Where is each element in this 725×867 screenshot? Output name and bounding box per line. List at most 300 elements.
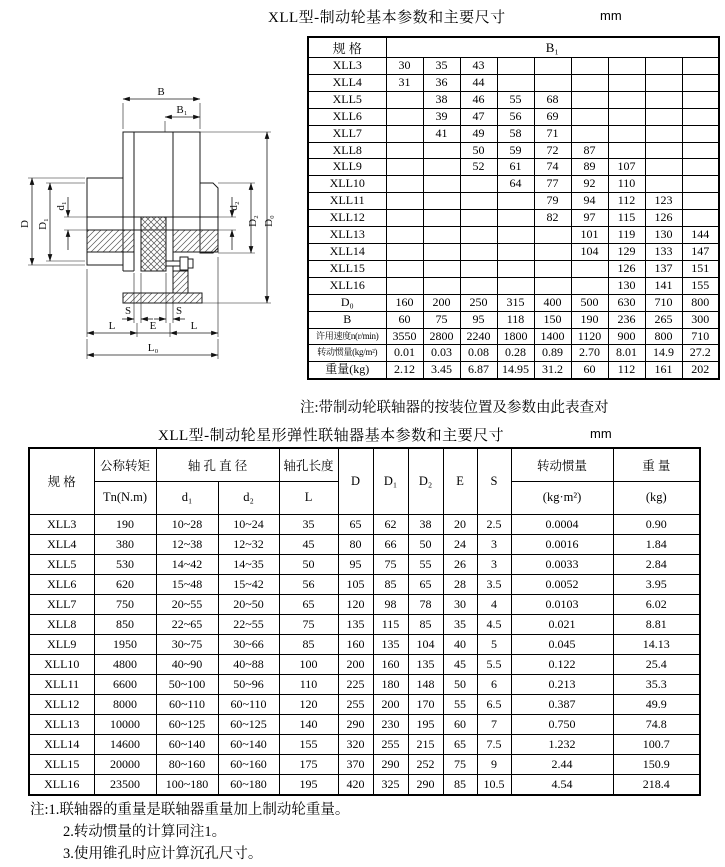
table-cell: 0.045 bbox=[511, 634, 613, 654]
table-cell: 82 bbox=[534, 210, 571, 227]
table-cell: 60 bbox=[386, 311, 423, 328]
table-cell: 45 bbox=[279, 534, 338, 554]
table-cell: 2.84 bbox=[613, 554, 700, 574]
table-cell: 4.54 bbox=[511, 774, 613, 795]
table-cell: 147 bbox=[682, 243, 719, 260]
table-cell: XLL13 bbox=[308, 227, 386, 244]
table-cell: 35 bbox=[279, 514, 338, 534]
table-cell: 89 bbox=[571, 159, 608, 176]
table2-unit-label: mm bbox=[590, 426, 612, 441]
table-cell: 110 bbox=[608, 176, 645, 193]
table-cell: 530 bbox=[94, 554, 156, 574]
table-cell bbox=[423, 243, 460, 260]
table-cell: 218.4 bbox=[613, 774, 700, 795]
table1-note: 注:带制动轮联轴器的按装位置及参数由此表查对 bbox=[300, 400, 609, 416]
table-cell bbox=[534, 58, 571, 75]
inertia-column-header: 转动惯量 bbox=[511, 448, 613, 481]
table-row bbox=[29, 734, 700, 754]
dim-label-D0: D₀ bbox=[263, 215, 275, 227]
table-row bbox=[308, 362, 719, 379]
table-cell: 105 bbox=[338, 574, 373, 594]
table1-unit-label: mm bbox=[600, 8, 622, 23]
table-row bbox=[308, 345, 719, 362]
footnote-2: 2.转动惯量的计算同注1。 bbox=[63, 824, 227, 840]
table-cell: 4 bbox=[477, 594, 511, 614]
table-cell: 3 bbox=[477, 554, 511, 574]
table-cell: 325 bbox=[373, 774, 408, 795]
table-cell: XLL16 bbox=[29, 774, 94, 795]
table-cell: 59 bbox=[497, 142, 534, 159]
table-row bbox=[29, 654, 700, 674]
table-cell bbox=[386, 193, 423, 210]
table-cell: 2.70 bbox=[571, 345, 608, 362]
table-cell: 65 bbox=[279, 594, 338, 614]
table-cell bbox=[682, 74, 719, 91]
table-cell: 300 bbox=[682, 311, 719, 328]
table-cell: 2.44 bbox=[511, 754, 613, 774]
table-cell: 75 bbox=[373, 554, 408, 574]
table-cell bbox=[682, 91, 719, 108]
table-header-row bbox=[29, 448, 700, 481]
table-cell: 110 bbox=[279, 674, 338, 694]
table-cell: 60~125 bbox=[218, 714, 279, 734]
table-cell: 0.03 bbox=[423, 345, 460, 362]
table-cell bbox=[608, 58, 645, 75]
brake-wheel-table bbox=[307, 36, 720, 380]
table-cell: 31 bbox=[386, 74, 423, 91]
table-cell: 0.0103 bbox=[511, 594, 613, 614]
table-cell: 290 bbox=[338, 714, 373, 734]
D1-column-header: D₁ bbox=[373, 448, 408, 514]
table-cell bbox=[645, 125, 682, 142]
torque-unit-header: Tn(N.m) bbox=[94, 481, 156, 514]
table-row bbox=[308, 91, 719, 108]
table-cell: 62 bbox=[373, 514, 408, 534]
table-cell: 120 bbox=[279, 694, 338, 714]
table-cell: 252 bbox=[408, 754, 443, 774]
table-cell: 56 bbox=[497, 108, 534, 125]
table-row bbox=[29, 534, 700, 554]
table-row bbox=[29, 694, 700, 714]
table-cell: 1400 bbox=[534, 328, 571, 345]
table-cell: 44 bbox=[460, 74, 497, 91]
table-cell: 50 bbox=[460, 142, 497, 159]
table-cell: 97 bbox=[571, 210, 608, 227]
table-cell: XLL8 bbox=[29, 614, 94, 634]
D2-column-header: D₂ bbox=[408, 448, 443, 514]
table-cell bbox=[571, 260, 608, 277]
table-cell bbox=[682, 210, 719, 227]
table-cell: 60~110 bbox=[156, 694, 218, 714]
table-cell: 0.89 bbox=[534, 345, 571, 362]
table-cell: 0.0004 bbox=[511, 514, 613, 534]
table-cell: 7 bbox=[477, 714, 511, 734]
table-cell: 74.8 bbox=[613, 714, 700, 734]
table-cell: 1.232 bbox=[511, 734, 613, 754]
table-row bbox=[29, 714, 700, 734]
table-cell: 2.12 bbox=[386, 362, 423, 379]
table-cell: 55 bbox=[497, 91, 534, 108]
table-cell: 40~90 bbox=[156, 654, 218, 674]
table-cell: 0.213 bbox=[511, 674, 613, 694]
table-cell bbox=[386, 142, 423, 159]
table-row bbox=[308, 74, 719, 91]
table-cell: 119 bbox=[608, 227, 645, 244]
table-cell bbox=[386, 176, 423, 193]
bolt-head bbox=[188, 259, 193, 268]
table-cell: 129 bbox=[608, 243, 645, 260]
table-cell: 130 bbox=[645, 227, 682, 244]
table-cell: XLL14 bbox=[308, 243, 386, 260]
table-cell: XLL11 bbox=[29, 674, 94, 694]
table-cell: 72 bbox=[534, 142, 571, 159]
bore-length-header: 轴孔长度 bbox=[279, 448, 338, 481]
table-cell bbox=[571, 277, 608, 294]
table-cell: 95 bbox=[338, 554, 373, 574]
table-cell: 80 bbox=[338, 534, 373, 554]
table-cell: 265 bbox=[645, 311, 682, 328]
table-cell: 137 bbox=[645, 260, 682, 277]
table-cell bbox=[460, 243, 497, 260]
dim-label-D2: D₂ bbox=[247, 215, 259, 227]
table-cell: 6.5 bbox=[477, 694, 511, 714]
table-cell bbox=[423, 176, 460, 193]
table-cell: 3.45 bbox=[423, 362, 460, 379]
table-cell: 215 bbox=[408, 734, 443, 754]
table-cell: 133 bbox=[645, 243, 682, 260]
table-cell: 22~55 bbox=[218, 614, 279, 634]
table-cell: 66 bbox=[373, 534, 408, 554]
table-cell bbox=[682, 176, 719, 193]
table-cell: XLL10 bbox=[308, 176, 386, 193]
table-cell: 47 bbox=[460, 108, 497, 125]
dim-label-D: D bbox=[19, 220, 31, 228]
table-cell: 118 bbox=[497, 311, 534, 328]
table-cell: 23500 bbox=[94, 774, 156, 795]
table-cell: 170 bbox=[408, 694, 443, 714]
table-cell: 195 bbox=[279, 774, 338, 795]
table-cell bbox=[645, 108, 682, 125]
d1-column-header: d₁ bbox=[156, 481, 218, 514]
table-cell: 50 bbox=[408, 534, 443, 554]
table-cell: 20~50 bbox=[218, 594, 279, 614]
table-row bbox=[29, 634, 700, 654]
table-cell: 22~65 bbox=[156, 614, 218, 634]
table-cell: XLL4 bbox=[308, 74, 386, 91]
table-cell: 50~100 bbox=[156, 674, 218, 694]
table-cell: 28 bbox=[443, 574, 477, 594]
table-cell: 420 bbox=[338, 774, 373, 795]
table-cell: 160 bbox=[373, 654, 408, 674]
table-cell: 39 bbox=[423, 108, 460, 125]
table-cell: XLL5 bbox=[308, 91, 386, 108]
table-cell: 0.0033 bbox=[511, 554, 613, 574]
table-cell: 7.5 bbox=[477, 734, 511, 754]
table-cell: XLL6 bbox=[29, 574, 94, 594]
weight-unit-header: (kg) bbox=[613, 481, 700, 514]
table-cell: 290 bbox=[373, 754, 408, 774]
table-cell: 6.02 bbox=[613, 594, 700, 614]
table-cell bbox=[645, 176, 682, 193]
table-cell: XLL15 bbox=[29, 754, 94, 774]
table-cell bbox=[386, 243, 423, 260]
bore-diameter-header: 轴 孔 直 径 bbox=[156, 448, 279, 481]
table-cell: 14~35 bbox=[218, 554, 279, 574]
table-cell: 315 bbox=[497, 294, 534, 311]
table-cell bbox=[423, 142, 460, 159]
table-cell: 370 bbox=[338, 754, 373, 774]
table-cell bbox=[608, 91, 645, 108]
table-cell: 0.021 bbox=[511, 614, 613, 634]
table-cell: 115 bbox=[608, 210, 645, 227]
table-cell: 41 bbox=[423, 125, 460, 142]
table-cell: 180 bbox=[373, 674, 408, 694]
table-cell bbox=[497, 243, 534, 260]
table-cell: 135 bbox=[408, 654, 443, 674]
table-cell bbox=[682, 193, 719, 210]
table-cell: 255 bbox=[338, 694, 373, 714]
table-cell: 160 bbox=[338, 634, 373, 654]
table-cell: 24 bbox=[443, 534, 477, 554]
table-cell: 转动惯量(kg/m²) bbox=[308, 345, 386, 362]
dim-label-D1: D₁ bbox=[37, 218, 49, 230]
table-cell: 850 bbox=[94, 614, 156, 634]
table2-title: XLL型-制动轮星形弹性联轴器基本参数和主要尺寸 bbox=[158, 428, 505, 444]
table-cell: 85 bbox=[443, 774, 477, 795]
table-cell: 3.5 bbox=[477, 574, 511, 594]
table-cell: 120 bbox=[338, 594, 373, 614]
brake-wheel-web bbox=[173, 271, 188, 293]
table-cell: 14.9 bbox=[645, 345, 682, 362]
table-cell bbox=[497, 74, 534, 91]
table-cell: 60~160 bbox=[218, 754, 279, 774]
table-cell: 12~38 bbox=[156, 534, 218, 554]
table-cell: 200 bbox=[338, 654, 373, 674]
table-cell bbox=[608, 142, 645, 159]
table-cell: 60~125 bbox=[156, 714, 218, 734]
table-cell: 55 bbox=[408, 554, 443, 574]
table-cell: 60~110 bbox=[218, 694, 279, 714]
table-cell: 60~140 bbox=[218, 734, 279, 754]
table-cell: XLL7 bbox=[29, 594, 94, 614]
table-cell: 15~42 bbox=[218, 574, 279, 594]
table-cell bbox=[386, 108, 423, 125]
table-cell bbox=[460, 176, 497, 193]
table-row bbox=[29, 514, 700, 534]
table-row bbox=[308, 210, 719, 227]
table-cell bbox=[571, 108, 608, 125]
table-cell bbox=[571, 58, 608, 75]
table-cell: 64 bbox=[497, 176, 534, 193]
left-hub-section bbox=[87, 230, 134, 252]
table-cell: 6 bbox=[477, 674, 511, 694]
table-cell: 65 bbox=[443, 734, 477, 754]
table-cell: 55 bbox=[443, 694, 477, 714]
table-cell: 65 bbox=[338, 514, 373, 534]
table-cell bbox=[534, 227, 571, 244]
table-cell: 50~96 bbox=[218, 674, 279, 694]
table-cell: 38 bbox=[408, 514, 443, 534]
table-cell bbox=[460, 227, 497, 244]
inertia-unit-header: (kg·m²) bbox=[511, 481, 613, 514]
table-cell: 155 bbox=[279, 734, 338, 754]
table-cell bbox=[497, 58, 534, 75]
table-cell: 31.2 bbox=[534, 362, 571, 379]
table-cell: 230 bbox=[373, 714, 408, 734]
table-cell bbox=[534, 74, 571, 91]
table-cell: 6.87 bbox=[460, 362, 497, 379]
table-cell: 60~140 bbox=[156, 734, 218, 754]
table-cell: 14.95 bbox=[497, 362, 534, 379]
dim-label-S-left: S bbox=[124, 305, 132, 317]
table-cell: 69 bbox=[534, 108, 571, 125]
table-cell: 56 bbox=[279, 574, 338, 594]
table-cell: 38 bbox=[423, 91, 460, 108]
spec-column-header: 规 格 bbox=[29, 448, 94, 514]
table-cell: 3.95 bbox=[613, 574, 700, 594]
E-column-header: E bbox=[443, 448, 477, 514]
table-cell bbox=[386, 125, 423, 142]
d2-column-header: d₂ bbox=[218, 481, 279, 514]
table-cell: XLL6 bbox=[308, 108, 386, 125]
table-cell bbox=[534, 243, 571, 260]
table-cell: 0.387 bbox=[511, 694, 613, 714]
table-cell bbox=[571, 125, 608, 142]
table-cell: 200 bbox=[373, 694, 408, 714]
table-cell bbox=[497, 260, 534, 277]
table-cell: 5 bbox=[477, 634, 511, 654]
footnote-3: 3.使用锥孔时应计算沉孔尺寸。 bbox=[63, 846, 263, 862]
table-cell: XLL14 bbox=[29, 734, 94, 754]
table-cell: XLL12 bbox=[29, 694, 94, 714]
table-cell: 85 bbox=[408, 614, 443, 634]
table-cell: 225 bbox=[338, 674, 373, 694]
table-cell: 900 bbox=[608, 328, 645, 345]
table-cell: 2800 bbox=[423, 328, 460, 345]
table-cell: 26 bbox=[443, 554, 477, 574]
table-cell bbox=[497, 193, 534, 210]
table-cell: 0.28 bbox=[497, 345, 534, 362]
table-row bbox=[308, 193, 719, 210]
table-cell: 8000 bbox=[94, 694, 156, 714]
table-cell: 25.4 bbox=[613, 654, 700, 674]
table-cell: 620 bbox=[94, 574, 156, 594]
table-cell: 4800 bbox=[94, 654, 156, 674]
table-row bbox=[308, 142, 719, 159]
table-cell: 98 bbox=[373, 594, 408, 614]
table-cell: 400 bbox=[534, 294, 571, 311]
table-cell: 107 bbox=[608, 159, 645, 176]
table-cell bbox=[571, 74, 608, 91]
table-cell: D₀ bbox=[308, 294, 386, 311]
table-cell bbox=[645, 159, 682, 176]
table-row bbox=[29, 774, 700, 795]
table-cell: 92 bbox=[571, 176, 608, 193]
table-cell: 35.3 bbox=[613, 674, 700, 694]
table-cell bbox=[497, 210, 534, 227]
table-cell bbox=[423, 159, 460, 176]
table-cell: 190 bbox=[94, 514, 156, 534]
table-cell: B bbox=[308, 311, 386, 328]
dim-label-d2: d₂ bbox=[228, 201, 240, 211]
table-cell bbox=[423, 260, 460, 277]
table-cell bbox=[682, 125, 719, 142]
table-cell: 15~48 bbox=[156, 574, 218, 594]
table-cell: 30 bbox=[443, 594, 477, 614]
table-cell: XLL3 bbox=[29, 514, 94, 534]
table-cell: 36 bbox=[423, 74, 460, 91]
hub-barrel bbox=[123, 132, 200, 217]
table-cell: 45 bbox=[443, 654, 477, 674]
table-cell: 10~24 bbox=[218, 514, 279, 534]
table-cell: 6600 bbox=[94, 674, 156, 694]
table-cell: 75 bbox=[443, 754, 477, 774]
table-cell: 71 bbox=[534, 125, 571, 142]
table-cell: 40 bbox=[443, 634, 477, 654]
table-cell: 46 bbox=[460, 91, 497, 108]
table-cell bbox=[645, 58, 682, 75]
table-row bbox=[308, 260, 719, 277]
table-cell: 78 bbox=[408, 594, 443, 614]
table-row bbox=[308, 311, 719, 328]
table-row bbox=[308, 294, 719, 311]
table-cell: 130 bbox=[608, 277, 645, 294]
table-cell bbox=[423, 227, 460, 244]
table-cell: 50 bbox=[279, 554, 338, 574]
table-cell bbox=[460, 260, 497, 277]
table-cell: 175 bbox=[279, 754, 338, 774]
table-cell: 0.08 bbox=[460, 345, 497, 362]
table-row bbox=[308, 328, 719, 345]
table-cell bbox=[608, 74, 645, 91]
dim-label-B1: B₁ bbox=[176, 104, 188, 116]
table-cell: 123 bbox=[645, 193, 682, 210]
table-cell bbox=[571, 91, 608, 108]
table-row bbox=[308, 159, 719, 176]
table-cell: 0.90 bbox=[613, 514, 700, 534]
table-cell bbox=[386, 277, 423, 294]
table-cell: 60 bbox=[443, 714, 477, 734]
table-cell: 20 bbox=[443, 514, 477, 534]
table-cell: XLL15 bbox=[308, 260, 386, 277]
table-cell: 150 bbox=[534, 311, 571, 328]
footnotes bbox=[30, 799, 349, 865]
table-cell bbox=[386, 159, 423, 176]
table-row bbox=[308, 125, 719, 142]
table-row bbox=[29, 614, 700, 634]
table-cell: 140 bbox=[279, 714, 338, 734]
table-cell: 380 bbox=[94, 534, 156, 554]
table-cell: 1.84 bbox=[613, 534, 700, 554]
table-row bbox=[29, 754, 700, 774]
table-cell: 126 bbox=[645, 210, 682, 227]
table-cell: 710 bbox=[682, 328, 719, 345]
right-hub-section bbox=[173, 230, 218, 252]
table-cell: 14.13 bbox=[613, 634, 700, 654]
table-cell: 104 bbox=[571, 243, 608, 260]
dim-label-L-left: L bbox=[108, 320, 116, 332]
table-cell: 1120 bbox=[571, 328, 608, 345]
table-row bbox=[308, 58, 719, 75]
table-cell: 30~66 bbox=[218, 634, 279, 654]
table-cell bbox=[497, 227, 534, 244]
table-cell: XLL3 bbox=[308, 58, 386, 75]
table-cell: 95 bbox=[460, 311, 497, 328]
table-cell: 112 bbox=[608, 193, 645, 210]
table-cell: 155 bbox=[682, 277, 719, 294]
table-cell: XLL9 bbox=[308, 159, 386, 176]
table-cell: XLL9 bbox=[29, 634, 94, 654]
